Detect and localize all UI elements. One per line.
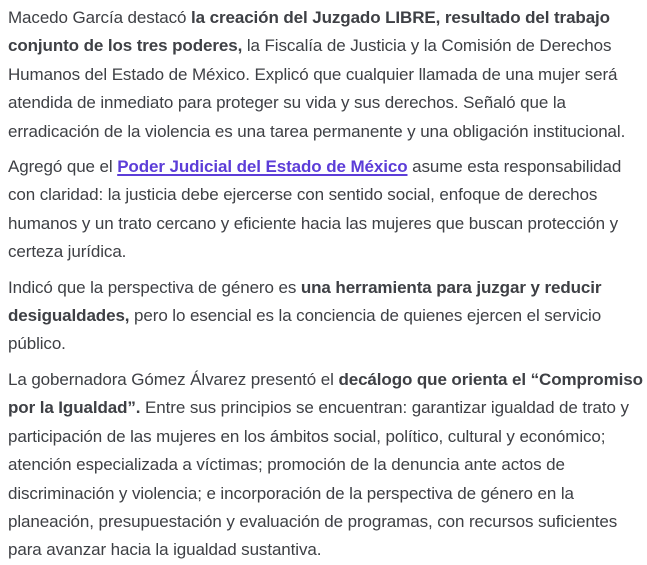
text-run: Entre sus principios se encuentran: garantizar igualdad de trato y participación de las mujeres en los ámbitos social, político, cultural y económico; atención especializada a víctimas; promoción de la denuncia ante actos de discriminación y violencia; e incorporación de la perspectiva de género en la planeación, presupuestación y evaluación de programas, con recursos suficientes para avanzar hacia la igualdad sustantiva.	[8, 398, 629, 560]
text-run: Agregó que el	[8, 157, 118, 177]
text-run: Indicó que la perspectiva de género es	[8, 277, 301, 297]
text-run: la Fiscalía de Justicia y la Comisión de Derechos Humanos del Estado de México. Explicó que cualquier llamada de una mujer será atendida de inmediato para proteger su vida y sus derechos. Señaló que la erradicación de la violencia es una tarea permanente y una obligación institucional.	[8, 36, 626, 141]
article-paragraph	[8, 153, 643, 267]
text-run: La gobernadora Gómez Álvarez presentó el	[8, 369, 339, 389]
text-run: pero lo esencial es la conciencia de quienes ejercen el servicio público.	[8, 306, 602, 354]
bold-text-run: la creación del Juzgado LIBRE, resultado del trabajo conjunto de los tres poderes,	[8, 8, 610, 56]
link-poder-judicial[interactable]: Poder Judicial del Estado de México	[117, 157, 408, 177]
bold-text-run: una herramienta para juzgar y reducir desigualdades,	[8, 277, 602, 326]
article-paragraph	[8, 4, 643, 146]
bold-text-run: decálogo que orienta el “Compromiso por la Igualdad”.	[8, 369, 643, 418]
article-paragraph	[8, 274, 643, 359]
article-paragraph	[8, 366, 643, 565]
text-run: asume esta responsabilidad con claridad: la justicia debe ejercerse con sentido social, enfoque de derechos humanos y un trato cercano y eficiente hacia las mujeres que buscan protección y certeza jurídica.	[8, 157, 622, 262]
text-run: Macedo García destacó	[8, 8, 192, 27]
